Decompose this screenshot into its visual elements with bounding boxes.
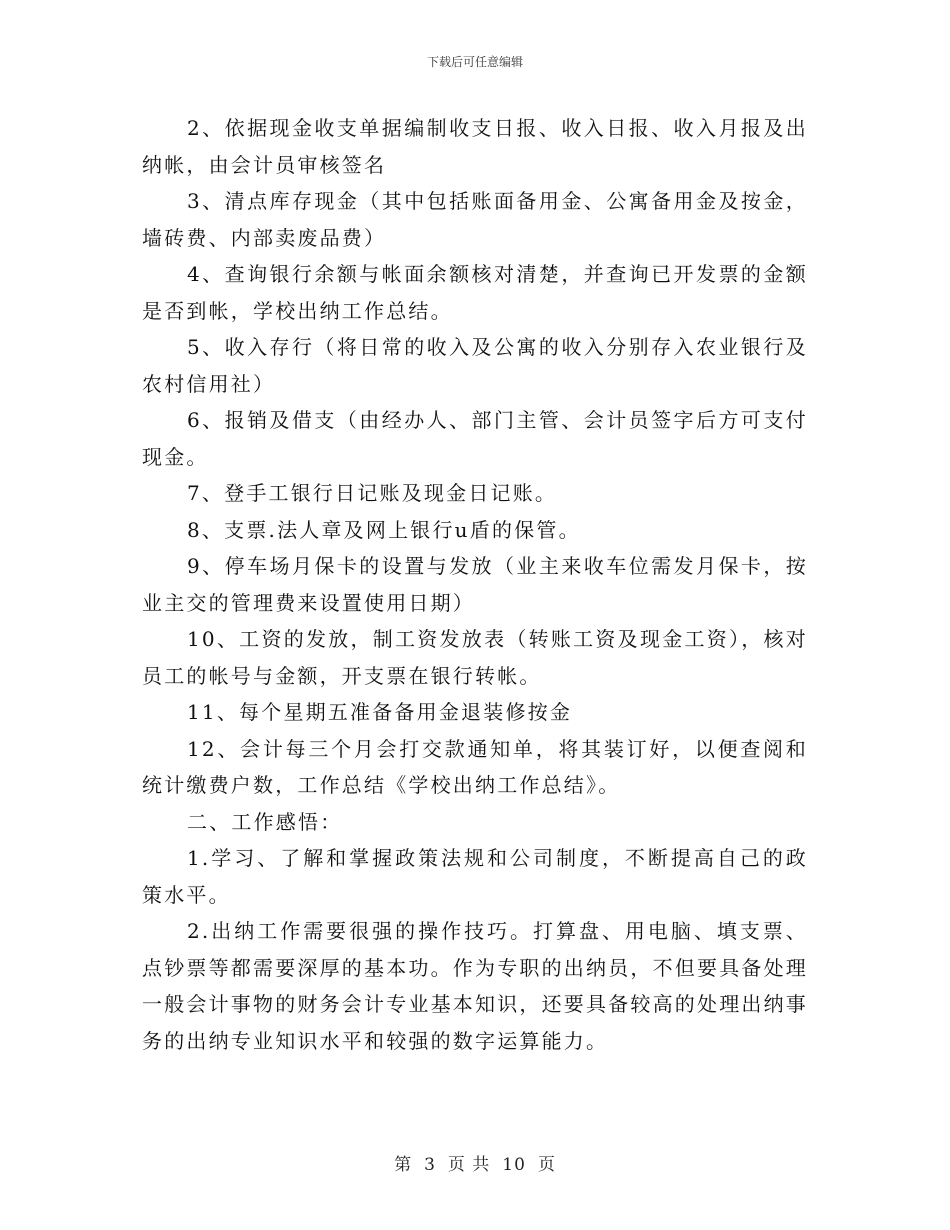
paragraph-item-10: 10、工资的发放，制工资发放表（转账工资及现金工资），核对员工的帐号与金额，开支票在银行转帐。 <box>142 627 808 688</box>
insight-item-1: 1.学习、了解和掌握政策法规和公司制度，不断提高自己的政策水平。 <box>142 846 808 907</box>
paragraph-item-3: 3、清点库存现金（其中包括账面备用金、公寓备用金及按金，墙砖费、内部卖废品费） <box>142 189 808 250</box>
footer-prefix: 第 <box>394 1155 413 1175</box>
paragraph-item-12: 12、会计每三个月会打交款通知单，将其装订好，以便查阅和统计缴费户数，工作总结《学校出纳工作总结》。 <box>142 736 808 797</box>
paragraph-item-8: 8、支票.法人章及网上银行u盾的保管。 <box>187 517 581 542</box>
paragraph-item-7: 7、登手工银行日记账及现金日记账。 <box>187 481 558 505</box>
insight-item-2: 2.出纳工作需要很强的操作技巧。打算盘、用电脑、填支票、点钞票等都需要深厚的基本功。作为专职的出纳员，不但要具备处理一般会计事物的财务会计专业基本知识，还要具备较高的处理出纳事务的出纳专业知识水平和较强的数字运算能力。 <box>142 919 808 1053</box>
section-heading-insights: 二、工作感悟： <box>187 809 343 834</box>
paragraph-item-4: 4、查询银行余额与帐面余额核对清楚，并查询已开发票的金额是否到帐，学校出纳工作总结。 <box>142 262 808 323</box>
paragraph-item-6: 6、报销及借支（由经办人、部门主管、会计员签字后方可支付现金。 <box>142 408 808 469</box>
footer-middle: 页 共 <box>447 1155 491 1175</box>
page-footer <box>0 1154 950 1176</box>
page-total: 10 <box>502 1155 526 1175</box>
paragraph-item-9: 9、停车场月保卡的设置与发放（业主来收车位需发月保卡，按业主交的管理费来设置使用日期） <box>142 554 808 615</box>
paragraph-item-11: 11、每个星期五准备备用金退装修按金 <box>187 700 573 724</box>
paragraph-item-5: 5、收入存行（将日常的收入及公寓的收入分别存入农业银行及农村信用社） <box>142 335 808 396</box>
page-header: 下载后可任意编辑 <box>426 55 523 69</box>
document-body <box>142 110 808 1059</box>
page-number: 3 <box>424 1155 436 1175</box>
paragraph-item-2: 2、依据现金收支单据编制收支日报、收入日报、收入月报及出纳帐，由会计员审核签名 <box>142 116 808 177</box>
footer-suffix: 页 <box>537 1155 556 1175</box>
